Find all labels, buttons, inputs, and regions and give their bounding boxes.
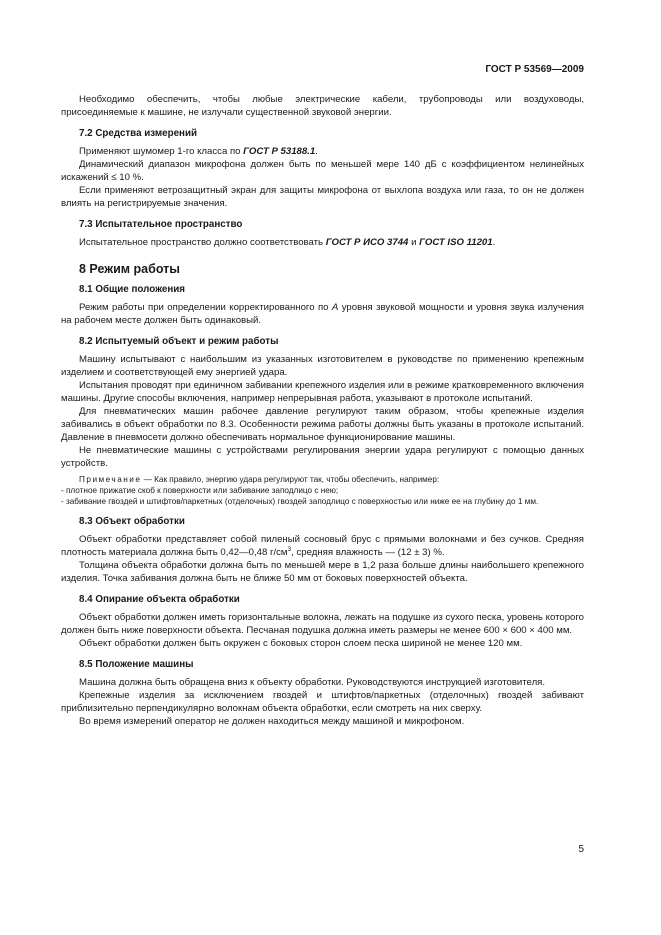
section-8-3-title: 8.3 Объект обработки (79, 516, 185, 527)
section-7-2-p2: Динамический диапазон микрофона должен быть по меньшей мере 140 дБ с коэффициентом нелинейных искажений ≤ 10 %. (61, 159, 584, 183)
standard-header: ГОСТ Р 53569—2009 (485, 64, 584, 75)
section-8-1-p1: Режим работы при определении корректированного по А уровня звуковой мощности и уровня звука излучения на рабочем месте должен быть одинаковый. (61, 302, 584, 326)
note-item: - забивание гвоздей и штифтов/паркетных (отделочных) гвоздей заподлицо с поверхностью или ниже ее на глубину до 1 мм. (61, 497, 539, 506)
section-8-1-title: 8.1 Общие положения (79, 284, 186, 295)
section-8-4-p2: Объект обработки должен быть окружен с боковых сторон слоем песка шириной не менее 120 мм. (79, 638, 523, 649)
section-8-2-p3: Для пневматических машин рабочее давление регулируют таким образом, чтобы крепежные изделия забивались в объект обработки по 8.3. Особенности режима работы должны быть указаны в протоколе испытаний. Давление в пневмосети должно обеспечивать нормальное функционирование машины. (61, 406, 584, 443)
section-8-3-p2: Толщина объекта обработки должна быть по меньшей мере в 1,2 раза больше длины наибольшего крепежного изделия. Точка забивания должна быть не ближе 50 мм от боковых поверхностей объекта. (61, 560, 584, 584)
section-7-3-p1: Испытательное пространство должно соответствовать ГОСТ Р ИСО 3744 и ГОСТ ISO 11201. (79, 237, 496, 248)
note-intro: Примечание — Как правило, энергию удара регулируют так, чтобы обеспечить, например: (79, 475, 440, 484)
note-item: - плотное прижатие скоб к поверхности или забивание заподлицо с нею; (61, 486, 339, 495)
standard-reference: ГОСТ ISO 11201 (419, 237, 493, 248)
section-8-2-p1: Машину испытывают с наибольшим из указанных изготовителем в руководстве по применению крепежным изделием и соответствующей ему энергией удара. (61, 354, 584, 378)
section-8-5-p3: Во время измерений оператор не должен находиться между машиной и микрофоном. (79, 716, 465, 727)
section-7-3-title: 7.3 Испытательное пространство (79, 219, 243, 230)
section-8-3-p1: Объект обработки представляет собой пиленый сосновый брус с прямыми волокнами и без сучков. Средняя плотность материала должна быть 0,42—0,48 $г/см^3$, средняя влажность — (12 ± 3) %. (61, 534, 584, 558)
page-number: 5 (578, 844, 584, 855)
section-8-2-title: 8.2 Испытуемый объект и режим работы (79, 336, 279, 347)
section-8-5-title: 8.5 Положение машины (79, 659, 194, 670)
section-8-5-p1: Машина должна быть обращена вниз к объекту обработки. Руководствуются инструкцией изготовителя. (79, 677, 546, 688)
note-label: Примечание (79, 475, 142, 484)
page-content (61, 93, 584, 728)
section-7-2-title: 7.2 Средства измерений (79, 128, 197, 139)
section-7-2-p3: Если применяют ветрозащитный экран для защиты микрофона от выхлопа воздуха или газа, то он не должен влиять на регистрируемые значения. (61, 185, 584, 209)
section-8-2-p2: Испытания проводят при единичном забивании крепежного изделия или в режиме кратковременного включения машины. Другие способы включения, например непрерывная работа, указывают в протоколе испытаний. (61, 380, 584, 404)
section-8-title: 8 Режим работы (79, 262, 180, 276)
note-block (61, 474, 584, 507)
section-7-2-p1: Применяют шумомер 1-го класса по ГОСТ Р 53188.1. (79, 146, 318, 157)
standard-reference: ГОСТ Р ИСО 3744 (325, 237, 409, 248)
standard-reference: ГОСТ Р 53188.1 (243, 146, 316, 157)
section-8-4-title: 8.4 Опирание объекта обработки (79, 594, 240, 605)
intro-paragraph: Необходимо обеспечить, чтобы любые электрические кабели, трубопроводы или воздуховоды, присоединяемые к машине, не излучали существенной звуковой энергии. (61, 94, 584, 118)
section-8-2-p4: Не пневматические машины с устройствами регулирования энергии удара регулируют с помощью данных устройств. (61, 445, 584, 469)
section-8-4-p1: Объект обработки должен иметь горизонтальные волокна, лежать на подушке из сухого песка, уровень которого должен быть ниже поверхности объекта. Песчаная подушка должна иметь размеры не менее 600 × 600 × 400 мм. (61, 612, 584, 636)
section-8-5-p2: Крепежные изделия за исключением гвоздей и штифтов/паркетных (отделочных) гвоздей забивают приблизительно перпендикулярно волокнам объекта обработки, если смотреть на них сверху. (61, 690, 584, 714)
